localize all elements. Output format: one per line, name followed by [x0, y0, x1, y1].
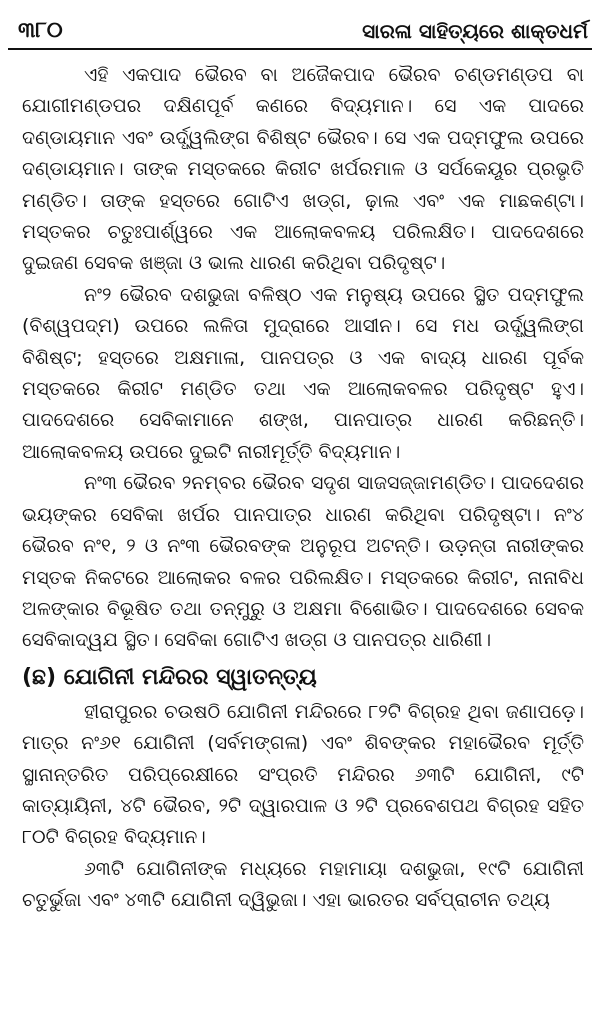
header-rule [8, 48, 592, 50]
section-paragraph-2: ୬୩ଟି ଯୋଗିନୀଙ୍କ ମଧ୍ୟରେ ମହାମାୟା ଦଶଭୁଜା, ୧୯ଟି ଯୋଗିନୀ ଚତୁର୍ଭୁଜା ଏବଂ ୪୩ଟି ଯୋଗିନୀ ଦ୍ୱିଭୁଜା। ଏହା ଭାରତର ସର୍ବପ୍ରାଚୀନ ତଥ୍ୟ [22, 857, 584, 912]
section-paragraph-1: ହୀରାପୁରର ଚଉଷଠି ଯୋଗିନୀ ମନ୍ଦିରରେ ୮୨ଟି ବିଗ୍ରହ ଥିବା ଜଣାପଡ଼େ। ମାତ୍ର ନଂ୬୧ ଯୋଗିନୀ (ସର୍ବମଙ୍ଗଳା) ଏବଂ ଶିବଙ୍କର ମହାଭୈରବ ମୂର୍ତ୍ତି ସ୍ଥାନାନ୍ତରିତ ପରିପ୍ରେକ୍ଷୀରେ ସଂପ୍ରତି ମନ୍ଦିରର ୬୩ଟି ଯୋଗିନୀ, ୯ଟି କାତ୍ୟାୟିନୀ, ୪ଟି ଭୈରବ, ୨ଟି ଦ୍ୱାରପାଳ ଓ ୨ଟି ପ୍ରବେଶପଥ ବିଗ୍ରହ ସହିତ ୮୦ଟି ବିଗ୍ରହ ବିଦ୍ୟମାନ। [22, 700, 584, 849]
paragraph-2: ନଂ୨ ଭୈରବ ଦଶଭୁଜା ବଳିଷ୍ଠ ଏକ ମନୁଷ୍ୟ ଉପରେ ସ୍ଥିତ ପଦ୍ମଫୁଲ (ବିଶ୍ୱପଦ୍ମ) ଉପରେ ଲଳିତା ମୁଦ୍ରାରେ ଆସୀନ। ସେ ମଧ ଉର୍ଦ୍ଧ୍ୱଲିଙ୍ଗ ବିଶିଷ୍ଟ; ହସ୍ତରେ ଅକ୍ଷମାଳା, ପାନପତ୍ର ଓ ଏକ ବାଦ୍ୟ ଧାରଣ ପୂର୍ବକ ମସ୍ତକରେ କିରୀଟ ମଣ୍ଡିତ ତଥା ଏକ ଆଲୋକବଳର ପରିଦୃଷ୍ଟ ହୁଏ। ପାଦଦେଶରେ ସେବିକାମାନେ ଶଙ୍ଖ, ପାନପାତ୍ର ଧାରଣ କରିଛନ୍ତି। ଆଲୋକବଳୟ ଉପରେ ଦୁଇଟି ନାରୀମୂର୍ତ୍ତି ବିଦ୍ୟମାନ। [22, 283, 584, 463]
body-text [22, 60, 584, 917]
paragraph-1: ଏହି ଏକପାଦ ଭୈରବ ବା ଅଜୈକପାଦ ଭୈରବ ଚଣ୍ଡମଣ୍ଡପ ବା ଯୋଗୀମଣ୍ଡପର ଦକ୍ଷିଣପୂର୍ବ କଣରେ ବିଦ୍ୟମାନ। ସେ ଏକ ପାଦରେ ଦଣ୍ଡାୟମାନ ଏବଂ ଉର୍ଦ୍ଧ୍ୱଲିଙ୍ଗ ବିଶିଷ୍ଟ ଭୈରବ। ସେ ଏକ ପଦ୍ମଫୁଲ ଉପରେ ଦଣ୍ଡାୟମାନ। ତାଙ୍କ ମସ୍ତକରେ କିରୀଟ ଖର୍ପରମାଳ ଓ ସର୍ପକେୟୂର ପ୍ରଭୃତି ମଣ୍ଡିତ। ତାଙ୍କ ହସ୍ତରେ ଗୋଟିଏ ଖଡ୍ଗ, ଢ଼ାଲ ଏବଂ ଏକ ମାଛକଣ୍ଟା। ମସ୍ତକର ଚତୁଃପାର୍ଶ୍ୱରେ ଏକ ଆଲୋକବଳୟ ପରିଲକ୍ଷିତ। ପାଦଦେଶରେ ଦୁଇଜଣ ସେବକ ଖଞ୍ଜା ଓ ଭାଲ ଧାରଣ କରିଥିବା ପରିଦୃଷ୍ଟ। [22, 64, 584, 275]
section-heading: (ଛ) ଯୋଗିନୀ ମନ୍ଦିରର ସ୍ୱାତନ୍ତ୍ୟ [22, 664, 317, 690]
page-header [8, 14, 592, 48]
paragraph-3: ନଂ୩ ଭୈରବ ୨ନମ୍ବର ଭୈରବ ସଦୃଶ ସାଜସଜ୍ଜାମଣ୍ଡିତ। ପାଦଦେଶର ଭୟଙ୍କର ସେବିକା ଖର୍ପର ପାନପାତ୍ର ଧାରଣ କରିଥିବା ପରିଦୃଷ୍ଟା। ନଂ୪ ଭୈରବ ନଂ୧, ୨ ଓ ନଂ୩ ଭୈରବଙ୍କ ଅନୁରୂପ ଅଟନ୍ତି। ଉଡ଼ନ୍ତା ନାରୀଙ୍କର ମସ୍ତକ ନିକଟରେ ଆଲୋକର ବଳର ପରିଲକ୍ଷିତ। ମସ୍ତକରେ କିରୀଟ, ନାନାବିଧ ଅଳଙ୍କାର ବିଭୂଷିତ ତଥା ତନ୍ମୁରୁ ଓ ଅକ୍ଷମା ବିଶୋଭିତ। ପାଦଦେଶରେ ସେବକ ସେବିକାଦ୍ୱଯ ସ୍ଥିତ। ସେବିକା ଗୋଟିଏ ଖଡ୍ଗ ଓ ପାନପତ୍ର ଧାରିଣୀ। [22, 472, 584, 652]
page-number: ୩୮୦ [18, 18, 63, 43]
running-title: ସାରଳା ସାହିତ୍ୟରେ ଶାକ୍ତଧର୍ମ [362, 19, 588, 43]
